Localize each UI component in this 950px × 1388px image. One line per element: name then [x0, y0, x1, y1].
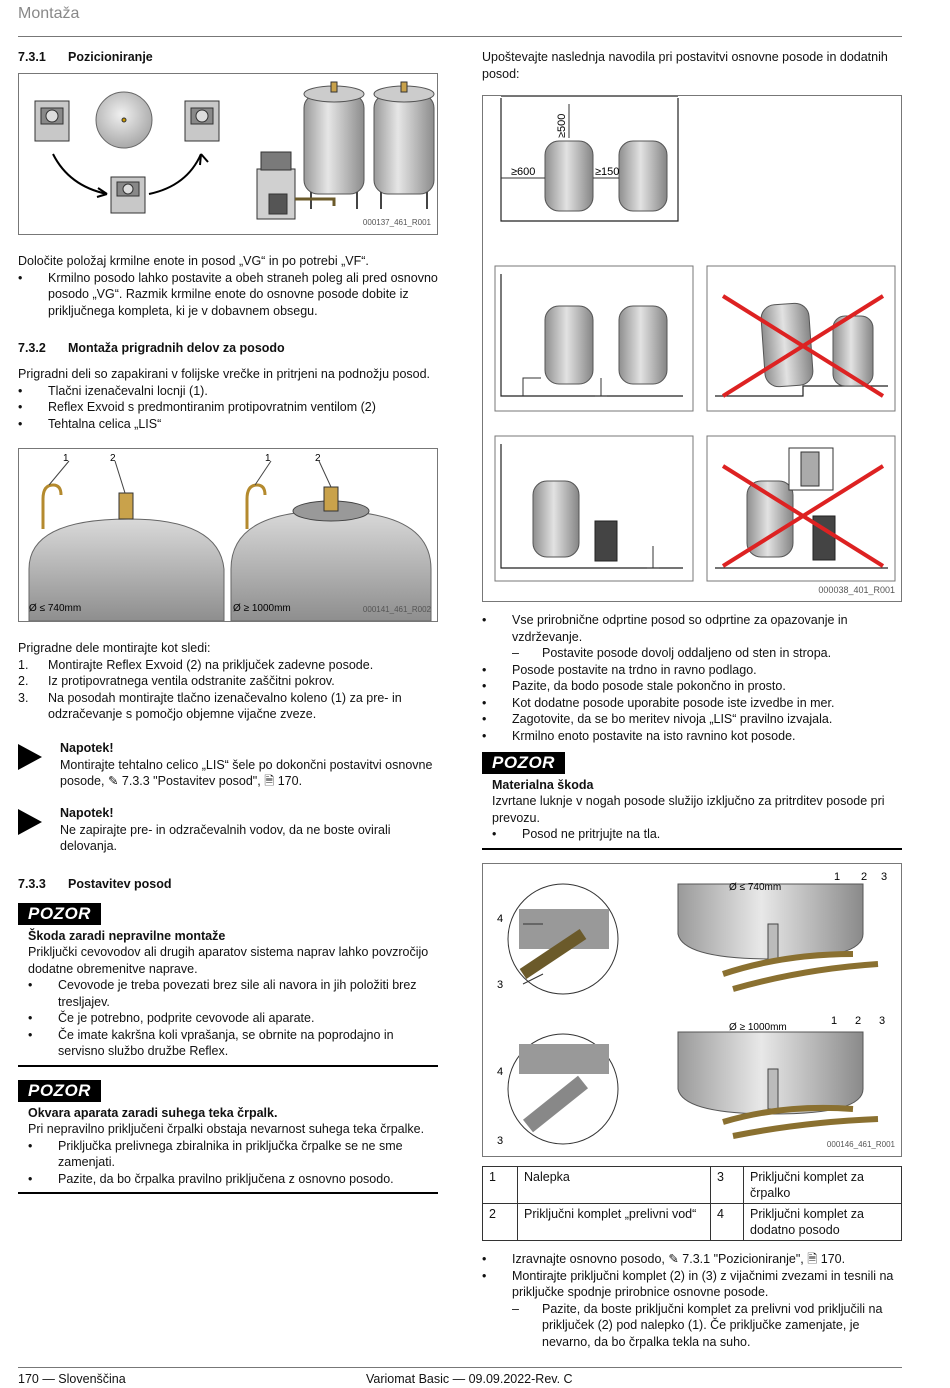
- legend-table: [482, 1166, 902, 1241]
- callout-1: 1: [834, 871, 841, 883]
- warning-title: Okvara aparata zaradi suhega teka črpalk.: [28, 1105, 278, 1120]
- bullet-item: • Cevovode je treba povezati brez sile ali navora in jih položiti brez tresljajev.: [28, 977, 438, 1010]
- placement-figure: [482, 95, 902, 602]
- bullet-item: • Izravnajte osnovno posodo, ✎ 7.3.1 "Pozicioniranje", 🗎 170.: [482, 1251, 900, 1268]
- steps-intro: Prigradne dele montirajte kot sledi:: [18, 641, 211, 655]
- section-7-3-1-heading: [18, 49, 153, 66]
- placement-bullets: [482, 612, 900, 744]
- callout-3: 3: [497, 1135, 504, 1147]
- warning-label: POZOR: [18, 1080, 101, 1102]
- step-number: 2.: [18, 674, 29, 688]
- section-title: Pozicioniranje: [68, 50, 153, 64]
- fittings-figure: [18, 448, 438, 622]
- diameter-small: Ø ≤ 740mm: [29, 603, 82, 614]
- note-text: Ne zapirajte pre- in odzračevalnih vodov, da ne boste ovirali delovanja.: [60, 822, 391, 853]
- step-text: Montirajte Reflex Exvoid (2) na priključek zadevne posode.: [48, 657, 374, 672]
- sub-bullet-item: – Postavite posode dovolj oddaljeno od sten in stropa.: [482, 645, 900, 662]
- table-row: [483, 1167, 902, 1204]
- intro-text: Prigradni deli so zapakirani v folijske vrečke in pritrjeni na podnožju posod.: [18, 367, 431, 381]
- bullet-item: • Tlačni izenačevalni locnji (1).: [18, 383, 438, 400]
- warning-text: Priključki cevovodov ali drugih aparatov sistema naprav lahko povzročijo dodatne obremenitve naprave.: [28, 945, 429, 976]
- legend-number: 4: [711, 1204, 744, 1241]
- warning-title: Škoda zaradi nepravilne montaže: [28, 928, 226, 943]
- connection-bullets: [482, 1251, 900, 1350]
- fittings-illustration: [19, 449, 437, 621]
- callout-3: 3: [879, 1015, 886, 1027]
- legend-number: 3: [711, 1167, 744, 1204]
- callout-2: 2: [855, 1015, 862, 1027]
- section-number: 7.3.2: [18, 341, 46, 355]
- step-text: Iz protipovratnega ventila odstranite zaščitni pokrov.: [48, 674, 335, 688]
- section-title: Postavitev posod: [68, 877, 172, 891]
- right-intro: Upoštevajte naslednja navodila pri postavitvi osnovne posode in dodatnih posod:: [482, 50, 888, 81]
- label-1: 1: [63, 453, 69, 464]
- bullet-item: • Kot dodatne posode uporabite posode iste izvedbe in mer.: [482, 695, 900, 712]
- section-title: Montaža prigradnih delov za posodo: [68, 341, 285, 355]
- warning-box: [482, 752, 902, 850]
- warning-box: [18, 1080, 438, 1194]
- diameter-large: Ø ≥ 1000mm: [729, 1022, 787, 1033]
- footer-rule: [18, 1367, 902, 1368]
- callout-2: 2: [861, 871, 868, 883]
- diameter-small: Ø ≤ 740mm: [729, 882, 782, 893]
- footer-document-revision: Variomat Basic — 09.09.2022-Rev. C: [366, 1372, 573, 1386]
- label-1: 1: [265, 453, 271, 464]
- connection-figure: [482, 863, 902, 1157]
- bullet-item: • Posode postavite na trdno in ravno podlago.: [482, 662, 900, 679]
- bullet-item: • Če je potrebno, podprite cevovode ali aparate.: [28, 1010, 438, 1027]
- section-7-3-3-heading: [18, 876, 172, 893]
- sub-bullet-item: – Pazite, da boste priključni komplet za prelivni vod priključili na priključek (2) pod nalepko (1). Če priključke zamenjate, je nevarno, da bo črpalka tekla na suho.: [482, 1301, 900, 1351]
- header-rule: [18, 36, 902, 37]
- figure-id: 000146_461_R001: [826, 1139, 895, 1149]
- note-box: [18, 805, 438, 853]
- step-item: [18, 690, 438, 723]
- note-text: Montirajte tehtalno celico „LIS“ šele po dokončni postavitvi osnovne posode, ✎ 7.3.3 "Postavitev posod", 🗎 170.: [60, 757, 433, 788]
- legend-text: Nalepka: [518, 1167, 711, 1204]
- warning-label: POZOR: [18, 903, 101, 925]
- callout-3: 3: [881, 871, 888, 883]
- note-title: Napotek!: [60, 741, 114, 755]
- warning-text: Izvrtane luknje v nogah posode služijo izključno za pritrditev posode pri prevozu.: [492, 794, 885, 825]
- bullet-item: • Reflex Exvoid s predmontiranim protipovratnim ventilom (2): [18, 399, 438, 416]
- intro-text: Določite položaj krmilne enote in posod „VG“ in po potrebi „VF“.: [18, 254, 369, 268]
- section-7-3-2-heading: [18, 340, 285, 357]
- bullet-item: • Pazite, da bodo posode stale pokončno in prosto.: [482, 678, 900, 695]
- callout-4: 4: [497, 1066, 504, 1078]
- positioning-illustration: [19, 74, 437, 234]
- section-7-3-1-body: [18, 253, 438, 319]
- bullet-item: • Zagotovite, da se bo meritev nivoja „LIS“ pravilno izvajala.: [482, 711, 900, 728]
- bullet-item: • Montirajte priključni komplet (2) in (3) z vijačnimi zvezami in tesnili na priključke spodnje prirobnice osnovne posode.: [482, 1268, 900, 1301]
- bullet-item: • Priključka prelivnega zbiralnika in priključka črpalke se ne sme zamenjati.: [28, 1138, 438, 1171]
- warning-box: [18, 903, 438, 1067]
- positioning-figure: [18, 73, 438, 235]
- warning-text: Pri nepravilno priključeni črpalki obstaja nevarnost suhega teka črpalke.: [28, 1122, 425, 1136]
- callout-3: 3: [497, 979, 504, 991]
- dimension-middle: ≥150: [595, 166, 620, 178]
- note-arrow-icon: [18, 744, 42, 770]
- steps-block: [18, 640, 438, 723]
- warning-label: POZOR: [482, 752, 565, 774]
- legend-number: 2: [483, 1204, 518, 1241]
- callout-4: 4: [497, 913, 504, 925]
- bullet-item: • Krmilno posodo lahko postavite a obeh straneh poleg ali pred osnovno posodo „VG“. Razmik krmilne enote do osnovne posode dobite iz priključnega kompleta, ki je v dobavnem obsegu.: [18, 270, 438, 320]
- dimension-left: ≥600: [511, 166, 536, 178]
- bullet-item: • Pazite, da bo črpalka pravilno priključena z osnovno posodo.: [28, 1171, 438, 1188]
- table-row: [483, 1204, 902, 1241]
- section-number: 7.3.1: [18, 50, 46, 64]
- section-7-3-2-body: [18, 366, 438, 432]
- page-header-title: Montaža: [18, 5, 80, 22]
- note-arrow-icon: [18, 809, 42, 835]
- bullet-item: • Če imate kakršna koli vprašanja, se obrnite na poprodajno in servisno službo družbe Reflex.: [28, 1027, 438, 1060]
- figure-id: 000141_461_R002: [362, 604, 431, 614]
- callout-1: 1: [831, 1015, 838, 1027]
- note-title: Napotek!: [60, 806, 114, 820]
- figure-id: 000137_461_R001: [362, 217, 431, 227]
- label-2: 2: [315, 453, 321, 464]
- step-item: [18, 673, 438, 690]
- bullet-item: • Posod ne pritrjujte na tla.: [492, 826, 902, 843]
- dimension-top: ≥500: [556, 113, 568, 138]
- step-number: 3.: [18, 690, 29, 705]
- figure-id: 000038_401_R001: [818, 584, 895, 595]
- bullet-item: • Krmilno enoto postavite na isto ravnino kot posode.: [482, 728, 900, 745]
- footer-page-language: 170 — Slovenščina: [18, 1372, 126, 1386]
- step-item: [18, 657, 438, 674]
- legend-text: Priključni komplet za dodatno posodo: [744, 1204, 902, 1241]
- legend-text: Priključni komplet „prelivni vod“: [518, 1204, 711, 1241]
- warning-title: Materialna škoda: [492, 777, 594, 792]
- label-2: 2: [110, 453, 116, 464]
- step-number: 1.: [18, 657, 29, 672]
- legend-number: 1: [483, 1167, 518, 1204]
- diameter-large: Ø ≥ 1000mm: [233, 603, 291, 614]
- placement-illustration: [483, 96, 901, 601]
- step-text: Na posodah montirajte tlačno izenačevalno koleno (1) za pre- in odzračevanje s pomočjo objemne vijačne zveze.: [48, 690, 402, 721]
- note-box: [18, 740, 438, 790]
- bullet-item: • Tehtalna celica „LIS“: [18, 416, 438, 433]
- connection-illustration: [483, 864, 901, 1156]
- bullet-item: • Vse prirobnične odprtine posod so odprtine za opazovanje in vzdrževanje.: [482, 612, 900, 645]
- section-number: 7.3.3: [18, 877, 46, 891]
- legend-text: Priključni komplet za črpalko: [744, 1167, 902, 1204]
